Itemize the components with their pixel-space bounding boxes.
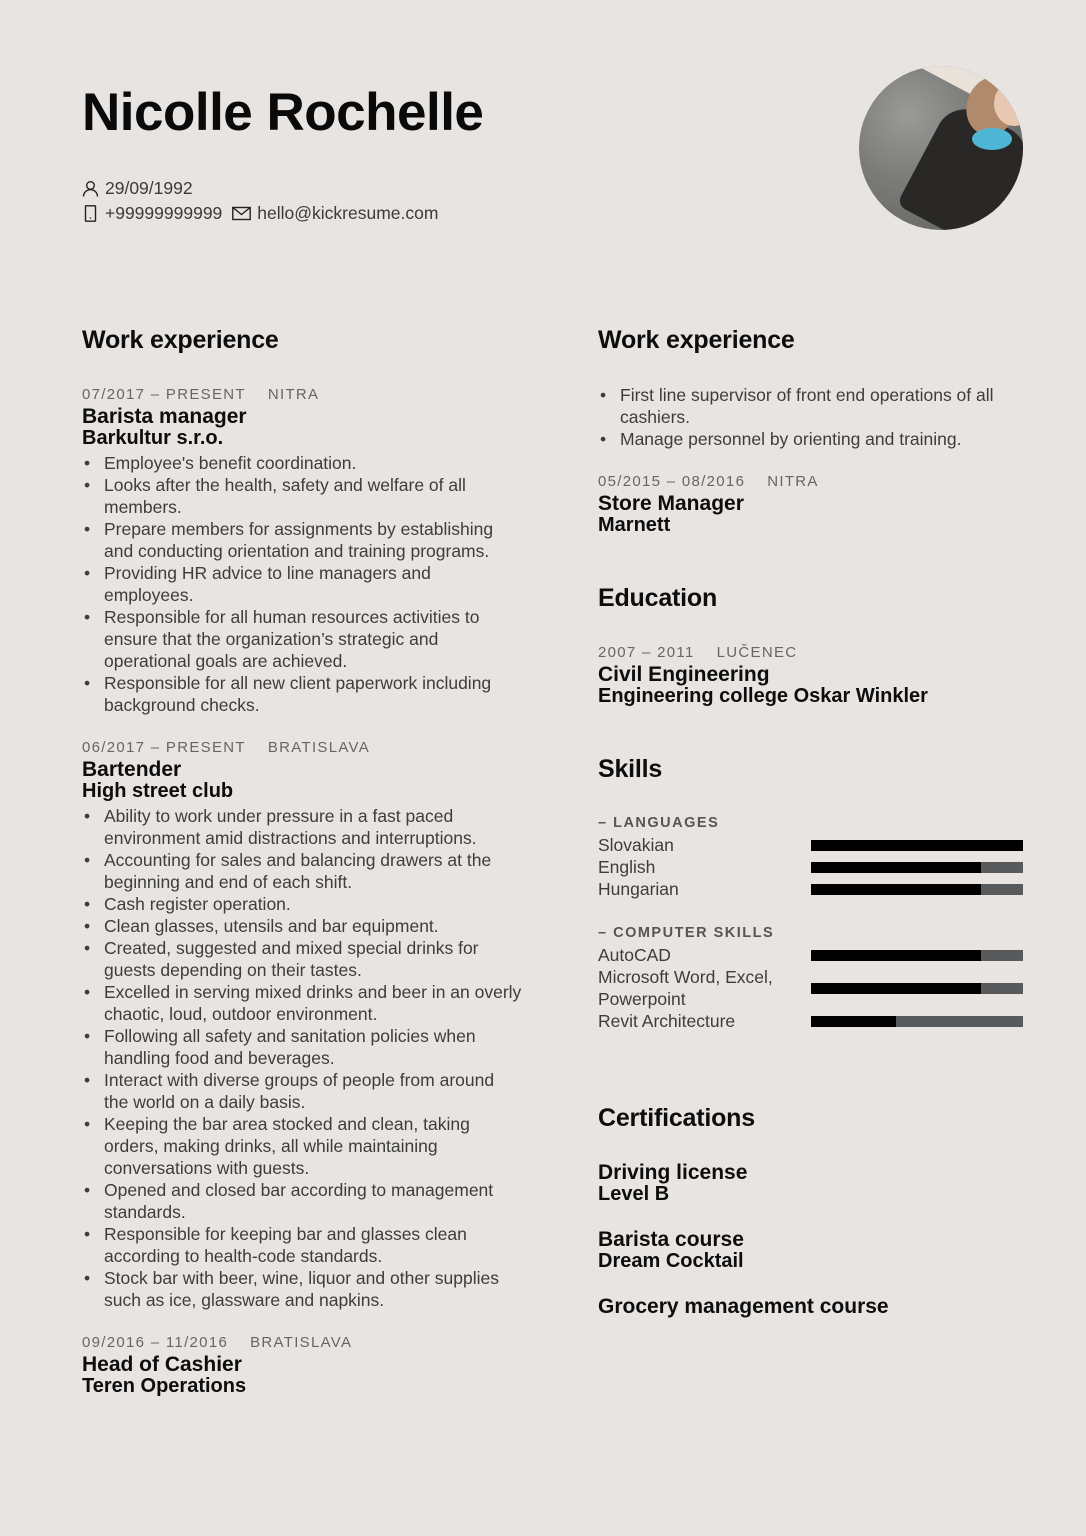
bullet-item: • Opened and closed bar according to management standards.: [82, 1179, 522, 1223]
bullet-item: • First line supervisor of front end operations of all cashiers.: [598, 384, 1028, 428]
education-school: Engineering college Oskar Winkler: [598, 685, 928, 707]
job-entry: [82, 384, 522, 716]
bullet-item: • Providing HR advice to line managers and employees.: [82, 562, 522, 606]
education-degree: Civil Engineering: [598, 663, 770, 686]
work-experience-title: Work experience: [82, 326, 279, 354]
work-experience-continued-title: Work experience: [598, 326, 795, 354]
skill-level-bar: [811, 840, 1023, 851]
certification-detail: Dream Cocktail: [598, 1250, 744, 1272]
skill-level-bar: [811, 983, 1023, 994]
certification-name: Grocery management course: [598, 1295, 889, 1318]
job-location: BRATISLAVA: [250, 1334, 353, 1351]
job-organization: Barkultur s.r.o.: [82, 427, 224, 449]
bullet-item: • Following all safety and sanitation policies when handling food and beverages.: [82, 1025, 522, 1069]
bullet-item: • Responsible for all new client paperwork including background checks.: [82, 672, 522, 716]
skill-row: [598, 1010, 1028, 1032]
job-entry: [82, 737, 522, 1311]
job-role: Barista manager: [82, 405, 247, 428]
education-title: Education: [598, 584, 718, 612]
skill-row: [598, 834, 1028, 856]
skill-name: AutoCAD: [598, 945, 671, 965]
bullet-item: • Excelled in serving mixed drinks and beer in an overly chaotic, loud, outdoor environment.: [82, 981, 522, 1025]
certification-name: Barista course: [598, 1228, 744, 1251]
skill-level-bar: [811, 884, 1023, 895]
job-dates: 07/2017 – PRESENT: [82, 386, 246, 403]
bullet-item: • Cash register operation.: [82, 893, 522, 915]
skill-row: [598, 878, 1028, 900]
job-organization: Marnett: [598, 514, 671, 536]
skills-title: Skills: [598, 755, 663, 783]
profile-photo: [859, 66, 1023, 230]
certification-entry: [598, 1296, 1028, 1318]
contact-info: [82, 176, 448, 226]
skill-category-label: – COMPUTER SKILLS: [598, 925, 775, 941]
candidate-name: Nicolle Rochelle: [82, 83, 484, 142]
job-organization: Teren Operations: [82, 1375, 247, 1397]
skill-name: Revit Architecture: [598, 1011, 736, 1031]
bullet-item: • Looks after the health, safety and welfare of all members.: [82, 474, 522, 518]
skill-name: English: [598, 857, 656, 877]
job-entry: [598, 471, 1028, 536]
job-dates: 06/2017 – PRESENT: [82, 739, 246, 756]
skill-name: Microsoft Word, Excel, Powerpoint: [598, 967, 773, 1009]
job-dates: 05/2015 – 08/2016: [598, 473, 746, 490]
bullet-item: • Keeping the bar area stocked and clean, taking orders, making drinks, all while maintaining conversations with guests.: [82, 1113, 522, 1179]
skill-name: Slovakian: [598, 835, 674, 855]
skill-level-bar: [811, 1016, 1023, 1027]
email-value[interactable]: hello@kickresume.com: [257, 203, 439, 223]
bullet-item: • Interact with diverse groups of people from around the world on a daily basis.: [82, 1069, 522, 1113]
certifications-title: Certifications: [598, 1104, 755, 1132]
bullet-item: • Prepare members for assignments by establishing and conducting orientation and training programs.: [82, 518, 522, 562]
bullet-item: • Stock bar with beer, wine, liquor and other supplies such as ice, glassware and napkins.: [82, 1267, 522, 1311]
skill-row: [598, 856, 1028, 878]
certification-detail: Level B: [598, 1183, 670, 1205]
phone: [82, 201, 222, 226]
bullet-item: • Responsible for keeping bar and glasses clean according to health-code standards.: [82, 1223, 522, 1267]
skill-row: [598, 944, 1028, 966]
bullet-item: • Created, suggested and mixed special drinks for guests depending on their tastes.: [82, 937, 522, 981]
education-entry: [598, 642, 1028, 707]
job-location: NITRA: [267, 386, 320, 403]
bullet-item: • Manage personnel by orienting and training.: [598, 428, 1028, 450]
certification-entry: [598, 1162, 1028, 1205]
birthdate-value: 29/09/1992: [105, 178, 193, 198]
job-location: NITRA: [767, 473, 819, 490]
education-location: LUČENEC: [716, 644, 798, 661]
right-column: [598, 322, 1028, 1318]
job-role: Head of Cashier: [82, 1353, 242, 1376]
person-icon: [82, 180, 99, 197]
job-location: BRATISLAVA: [267, 739, 371, 756]
birthdate: [82, 176, 193, 201]
skill-name: Hungarian: [598, 879, 679, 899]
job-role: Bartender: [82, 758, 182, 781]
bullet-item: • Employee's benefit coordination.: [82, 452, 522, 474]
certification-entry: [598, 1229, 1028, 1272]
bullet-item: • Clean glasses, utensils and bar equipment.: [82, 915, 522, 937]
skill-category-label: – LANGUAGES: [598, 815, 720, 831]
bullet-item: • Responsible for all human resources activities to ensure that the organization’s strategic and operational goals are achieved.: [82, 606, 522, 672]
job-dates: 09/2016 – 11/2016: [82, 1334, 229, 1351]
education-dates: 2007 – 2011: [598, 644, 695, 661]
bullet-item: • Ability to work under pressure in a fast paced environment amid distractions and interruptions.: [82, 805, 522, 849]
skills-computer: [598, 922, 1028, 1032]
phone-value: +99999999999: [105, 203, 223, 223]
skill-row: [598, 966, 1028, 1010]
bullet-item: • Accounting for sales and balancing drawers at the beginning and end of each shift.: [82, 849, 522, 893]
skills-languages: [598, 812, 1028, 900]
job-bullets: [82, 805, 522, 1311]
skill-level-bar: [811, 950, 1023, 961]
job-entry: [82, 1332, 522, 1397]
job-role: Store Manager: [598, 492, 744, 515]
job-organization: High street club: [82, 780, 234, 802]
envelope-icon: [232, 205, 251, 222]
skill-level-bar: [811, 862, 1023, 873]
email[interactable]: [232, 201, 438, 226]
certification-name: Driving license: [598, 1161, 748, 1184]
mobile-phone-icon: [82, 205, 99, 222]
job-bullets: [82, 452, 522, 716]
job-bullets-continued: [598, 384, 1028, 450]
left-column: [82, 322, 522, 1397]
